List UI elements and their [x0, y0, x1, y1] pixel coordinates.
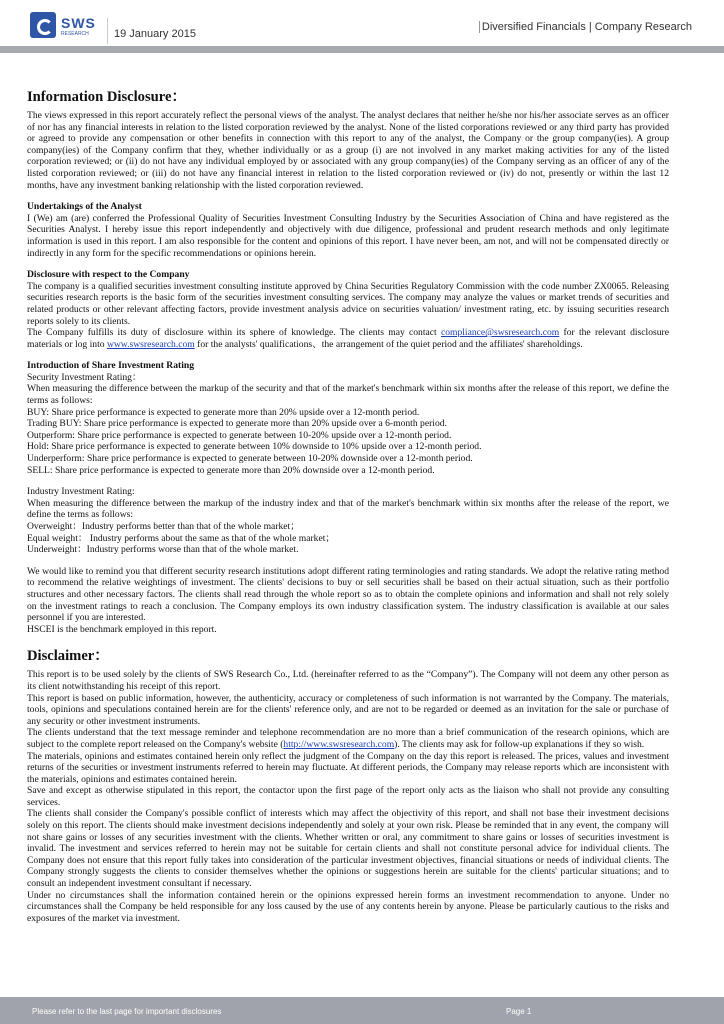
- page-footer: [0, 997, 724, 1024]
- sws-website-link[interactable]: www.swsresearch.com: [106, 338, 195, 350]
- page-header: [0, 0, 724, 56]
- disclaimer-paragraph: The clients shall consider the Company's possible conflict of interests which may affect the objectivity of this report, and shall not base their investment decisions solely on this report. The clients should make investment decisions independently and solely at your own risk. Please be reminded that in any event, the company will not share gains or losses of any securities investment with the clients. Whether written or oral, any commitment to share gains or losses of securities investment is invalid. The investment and services referred to herein may not be suitable for certain clients and shall not constitute personal advice for individual clients. The Company does not ensure that this report fully takes into consideration of the particular investment objectives, financial situations or needs of individual clients. The Company strongly suggests the clients to consider themselves whether the opinions or suggestions herein are suitable for the clients' particular situations; and to consult an independent investment consultant if necessary.: [27, 808, 669, 890]
- report-category: Diversified Financials | Company Research: [479, 21, 692, 33]
- undertakings-text: I (We) am (are) conferred the Professional Quality of Securities Investment Consulting Industry by the Securities Association of China and have registered as the Securities Analyst. I hereby issue this report independently and objectively with due diligence, professional and prudent research methods and only legitimate information is used in this report. I am also responsible for the content and opinions of this report. I have never been, am not, and will not be compensated directly or indirectly in any form for the specific recommendations or opinions herein.: [27, 212, 669, 259]
- undertakings-title: Undertakings of the Analyst: [27, 201, 142, 213]
- rating-item: Underperform: Share price performance is expected to generate between 10-20% downside over a 12-month period.: [27, 453, 473, 465]
- industry-rating-item: Overweight：Industry performs better than that of the whole market；: [27, 521, 300, 532]
- rating-item: BUY: Share price performance is expected to generate more than 20% upside over a 12-month period.: [27, 406, 420, 418]
- page-number: Page 1: [506, 1007, 532, 1016]
- rating-intro-title: Introduction of Share Investment Rating: [27, 360, 195, 372]
- industry-rating-item: Underweight：Industry performs worse than that of the whole market.: [27, 544, 299, 556]
- disclaimer-paragraph: The materials, opinions and estimates contained herein only reflect the judgment of the Company on the day this report is released. The prices, values and investment returns of the securities or investment instruments referred to herein may fluctuate. At different periods, the Company may release reports which are inconsistent with the materials, opinions and estimates contained herein.: [27, 750, 669, 785]
- industry-rating-item: Equal weight： Industry performs about the same as that of the whole market；: [27, 532, 335, 544]
- sws-website-url-link[interactable]: http://www.swsresearch.com: [283, 738, 395, 750]
- logo-subtext: RESEARCH: [61, 31, 89, 37]
- industry-rating-label: Industry Investment Rating:: [27, 486, 135, 498]
- logo-mark-icon: [30, 12, 56, 38]
- rating-reminder-text: We would like to remind you that different security research institutions adopt different rating terminologies and rating standards. We adopt the relative rating method to recommend the relative weightings of investment. The clients' decisions to buy or sell securities shall be based on their actual situation, such as their portfolio structures and other necessary factors. The clients shall read through the whole report so as to obtain the complete opinions and information and shall not rely solely on the investment ratings to reach a conclusion. The Company employs its own industry classification system. The industry classification is available at our sales personnel if you are interested.: [27, 565, 669, 624]
- company-disclosure-text: The company is a qualified securities investment consulting institute approved by China Securities Regulatory Commission with the code number ZX0065. Releasing securities research reports is the basic form of the securities investment consulting services. The company may analyze the values or market trends of securities and related products or other relevant affecting factors, provide investment analysis advice on securities valuation/ investment rating, etc. by issuing securities research reports solely to its clients.: [27, 280, 669, 327]
- disclaimer-paragraph: Save and except as otherwise stipulated in this report, the contactor upon the first page of the report only acts as the liaison who shall not provide any consulting services.: [27, 785, 669, 808]
- info-disclosure-title: Information Disclosure：: [27, 89, 187, 105]
- report-date: 19 January 2015: [114, 28, 196, 40]
- rating-item: Trading BUY: Share price performance is expected to generate more than 20% upside over a 6-month period.: [27, 418, 447, 430]
- info-disclosure-text: The views expressed in this report accurately reflect the personal views of the analyst. The analyst declares that neither he/she nor his/her associate serves as an officer of nor has any financial interests in relation to the listed corporation reviewed by the analyst. None of the listed corporations reviewed or any third party has provided or agreed to provide any compensation or other benefits in connection with this report to any of the analyst, the Company or the group company(ies). A group company(ies) of the Company confirm that they, whether individually or as a group (i) are not involved in any market making activities for any of the listed corporation reviewed; or (ii) do not have any individual employed by or associated with any group company(ies) of the Company serving as an officer of any of the listed corporation reviewed; or (iii) do not have any financial interest in relation to the listed corporation reviewed or (iv) do not, presently or within the last 12 months, have any investment banking relationship with the listed corporation reviewed.: [27, 110, 669, 191]
- header-divider: [107, 18, 108, 44]
- disclaimer-text-post: ). The clients may ask for follow-up explanations if they so wish.: [394, 738, 645, 750]
- rating-item: SELL: Share price performance is expected to generate more than 20% downside over a 12-month period.: [27, 464, 435, 476]
- security-rating-intro: When measuring the difference between the markup of the security and that of the market's benchmark within six months after the release of this report, we define the terms as follows:: [27, 383, 669, 407]
- company-disclosure-title: Disclosure with respect to the Company: [27, 269, 190, 281]
- compliance-email-link[interactable]: compliance@swsresearch.com: [440, 327, 560, 339]
- disclaimer-paragraph: This report is based on public information, however, the authenticity, accuracy or completeness of such information is not warranted by the Company. The materials, tools, opinions and speculations contained herein are for the clients' reference only, and are not to be regarded or deemed as an invitation for the sale or purchase of any security or other investment instruments.: [27, 692, 669, 727]
- security-rating-label: Security Investment Rating：: [27, 371, 142, 383]
- disclaimer-title: Disclaimer：: [27, 648, 109, 665]
- disclaimer-paragraph: [27, 727, 669, 750]
- company-contact-text: [27, 327, 669, 350]
- disclaimer-text-pre: The clients understand that the text message reminder and telephone recommendation are no more than a brief communication of the research opinions, which are subject to the complete report released on the Company's website (: [27, 727, 669, 750]
- page-content: [27, 89, 669, 924]
- rating-item: Outperform: Share price performance is expected to generate between 10-20% upside over a 12-month period.: [27, 429, 452, 441]
- contact-text-post: for the analysts' qualifications、the arrangement of the quiet period and the affiliates' shareholdings.: [194, 338, 583, 350]
- disclaimer-paragraph: Under no circumstances shall the information contained herein or the opinions expressed herein forms an investment recommendation to anyone. Under no circumstances shall the Company be held responsible for any loss caused by the use of any contents herein by anyone. Please be particularly cautious to the risks and exposures of the market via investment.: [27, 889, 669, 924]
- disclaimer-paragraph: This report is to be used solely by the clients of SWS Research Co., Ltd. (hereinafter referred to as the “Company”). The Company will not deem any other person as its client notwithstanding his receipt of this report.: [27, 669, 669, 692]
- header-bar: [0, 46, 724, 53]
- footer-note: Please refer to the last page for important disclosures: [32, 1007, 222, 1016]
- rating-item: Hold: Share price performance is expected to generate between 10% downside to 10% upside over a 12-month period.: [27, 441, 482, 453]
- industry-rating-intro: When measuring the difference between the markup of the industry index and that of the market's benchmark within six months after the release of the report, we define the terms as follows:: [27, 497, 669, 521]
- benchmark-text: HSCEI is the benchmark employed in this report.: [27, 623, 217, 635]
- sws-logo: [30, 12, 100, 42]
- logo-text: SWS: [61, 15, 96, 31]
- contact-text-pre: The Company fulfills its duty of disclosure within its sphere of knowledge. The clients may contact: [27, 327, 441, 339]
- contact-text-mid: for the relevant disclosure materials or log into: [27, 327, 669, 350]
